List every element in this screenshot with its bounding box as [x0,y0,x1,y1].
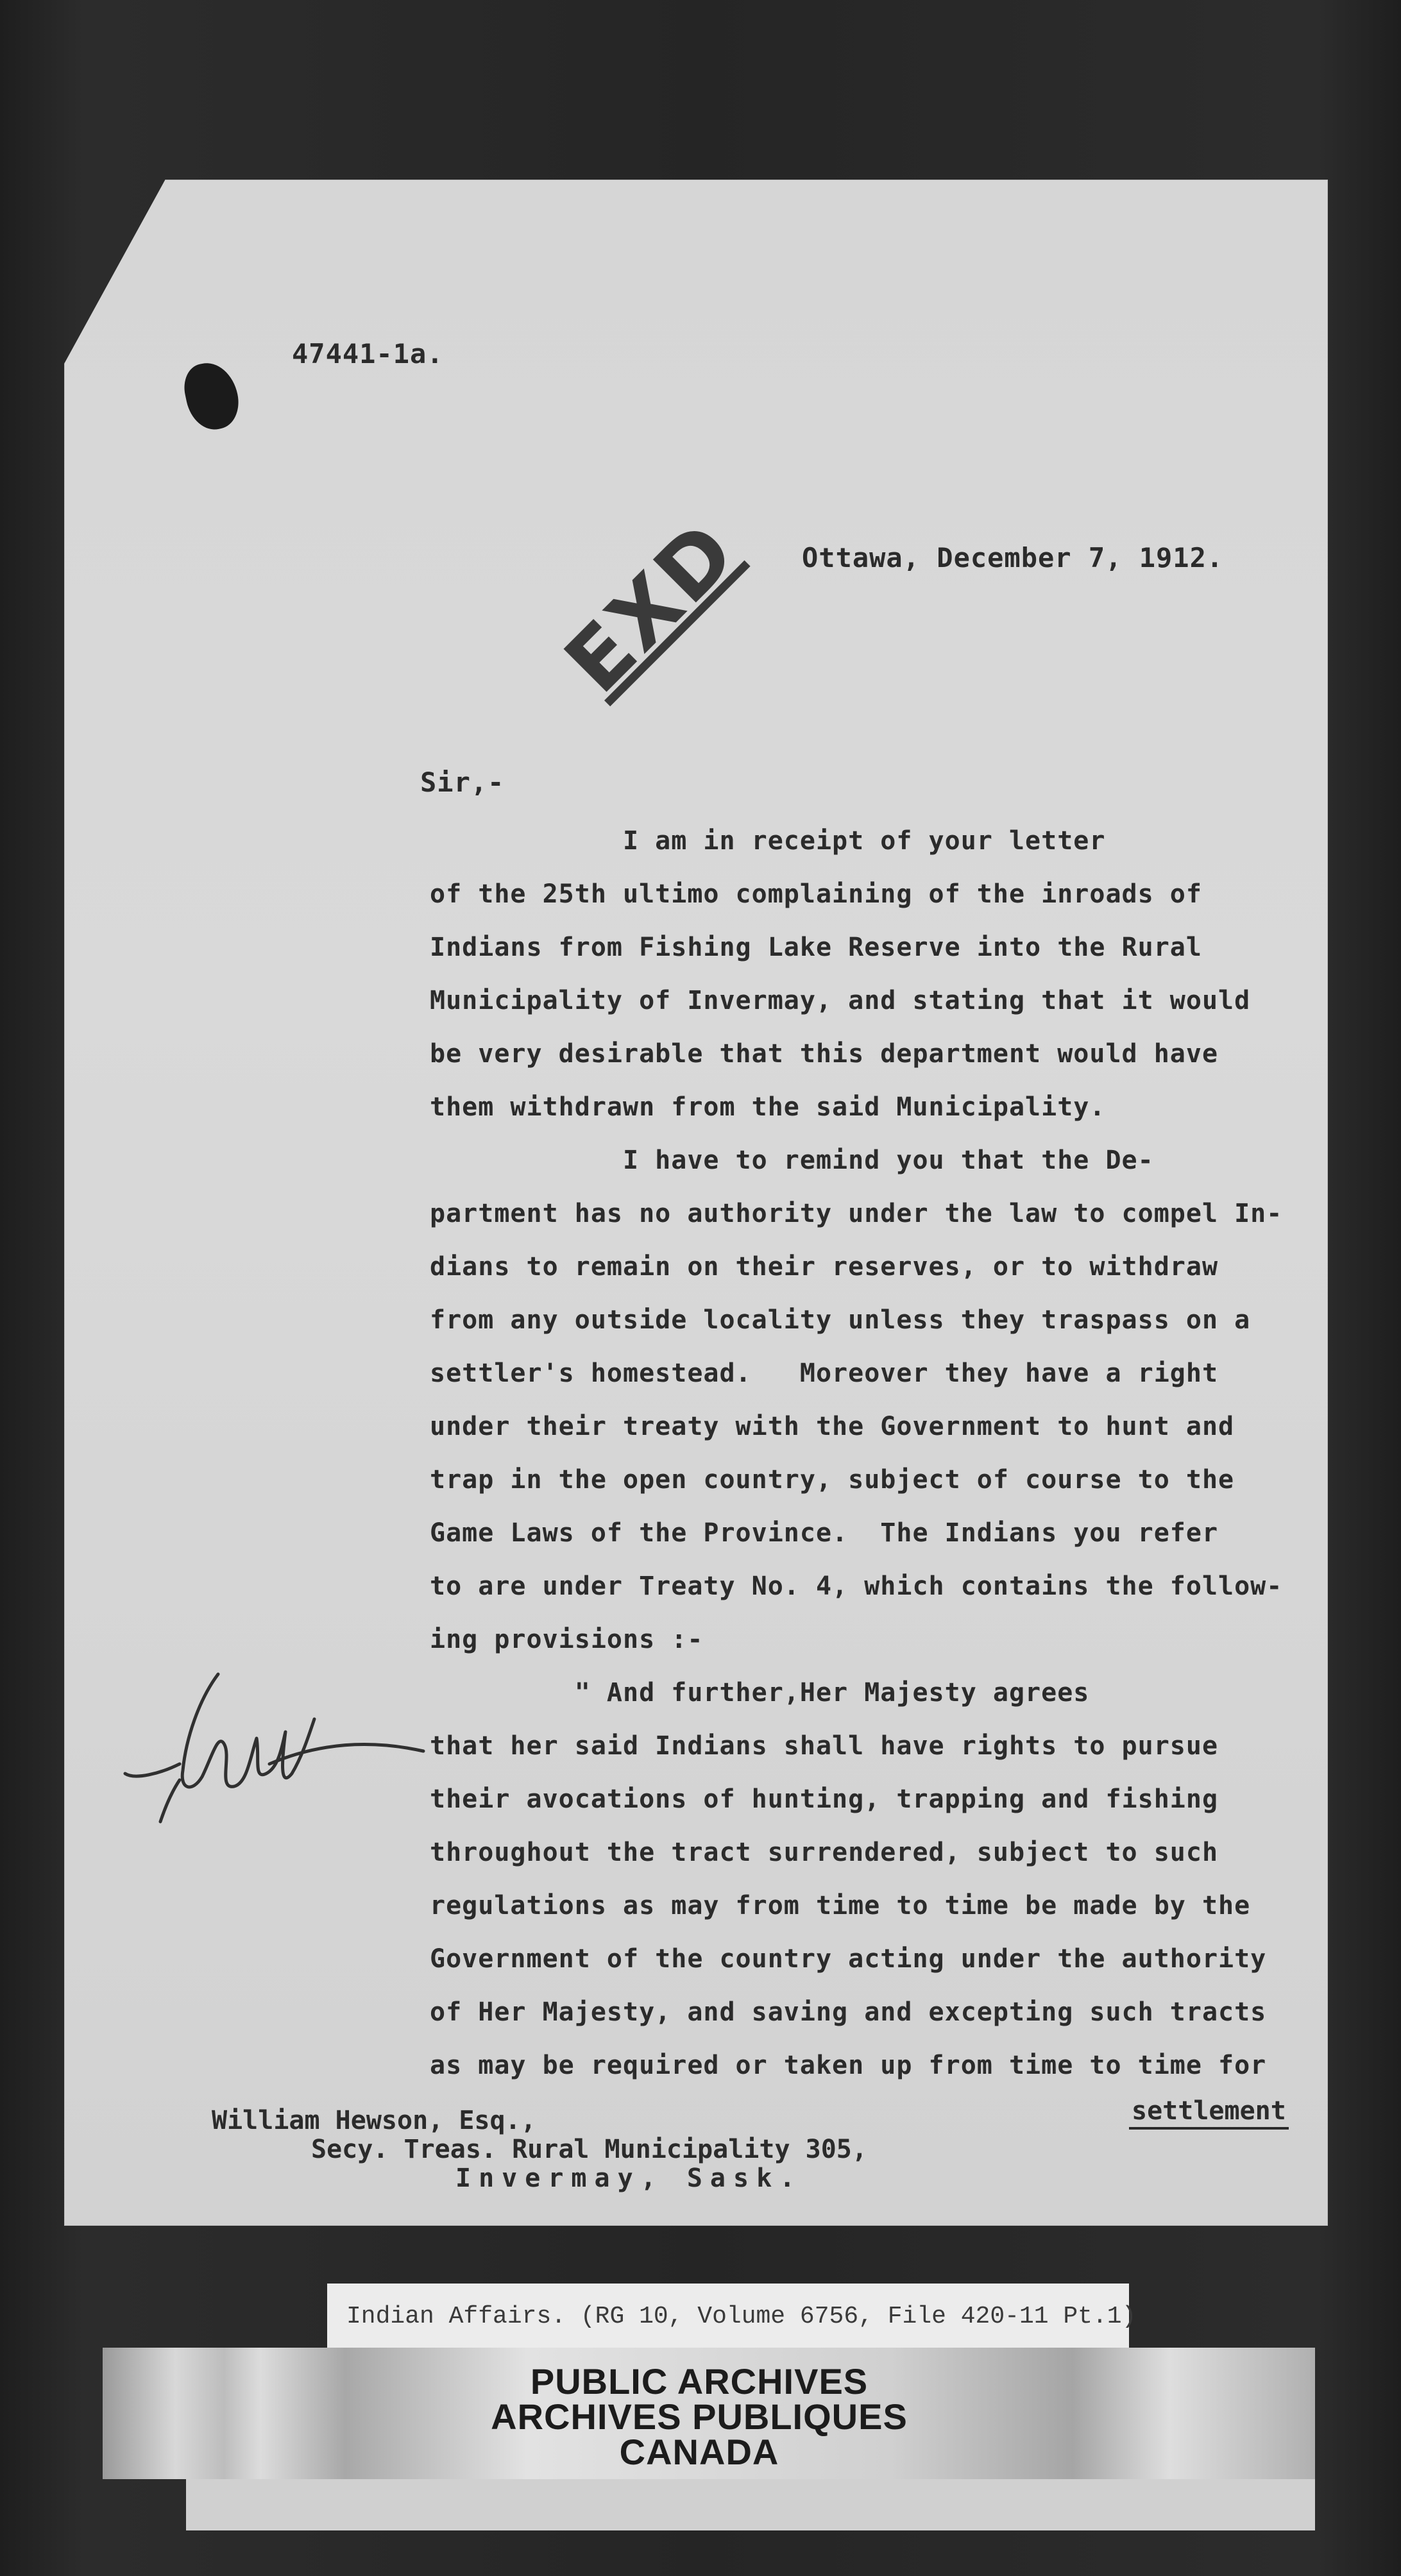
addressee-name: William Hewson, Esq., [212,2106,536,2135]
dateline: Ottawa, December 7, 1912. [802,542,1224,573]
archive-strip-lower [186,2479,1315,2530]
body-line: Indians from Fishing Lake Reserve into the Rural [430,933,1202,962]
salutation: Sir,- [420,767,505,798]
body-line: Municipality of Invermay, and stating that it would [430,986,1251,1015]
handwritten-initials [122,1661,430,1841]
archive-name-fr: ARCHIVES PUBLIQUES [491,2396,908,2437]
addressee-location: Invermay, Sask. [455,2164,803,2193]
body-line: throughout the tract surrendered, subject to such [430,1838,1219,1867]
body-line: their avocations of hunting, trapping and fishing [430,1784,1219,1814]
body-line: of Her Majesty, and saving and excepting such tracts [430,1997,1267,2027]
addressee-title: Secy. Treas. Rural Municipality 305, [311,2135,867,2164]
body-line: I have to remind you that the De- [430,1146,1154,1175]
body-line: to are under Treaty No. 4, which contains the follow- [430,1572,1283,1601]
body-line: be very desirable that this department would have [430,1039,1219,1069]
archive-name-en: PUBLIC ARCHIVES [530,2361,869,2402]
continuation-word: settlement [1129,2096,1289,2130]
body-line: ing provisions :- [430,1625,704,1654]
body-line: regulations as may from time to time be made by the [430,1891,1251,1920]
body-line: dians to remain on their reserves, or to withdraw [430,1252,1219,1282]
file-number: 47441-1a. [292,338,444,369]
body-line: as may be required or taken up from time to time for [430,2051,1267,2080]
body-line: " And further,Her Majesty agrees [430,1678,1090,1707]
exd-stamp: EXD [546,502,756,711]
body-line: settler's homestead. Moreover they have a right [430,1359,1219,1388]
body-line: that her said Indians shall have rights to pursue [430,1731,1219,1761]
body-line: Game Laws of the Province. The Indians you refer [430,1518,1219,1548]
archive-country: CANADA [619,2432,779,2472]
body-line: from any outside locality unless they traspass on a [430,1305,1251,1335]
body-line: them withdrawn from the said Municipality. [430,1092,1106,1122]
body-line: partment has no authority under the law to compel In- [430,1199,1283,1228]
body-line: under their treaty with the Government to hunt and [430,1412,1235,1441]
body-line: trap in the open country, subject of course to the [430,1465,1235,1495]
body-line: of the 25th ultimo complaining of the inroads of [430,879,1202,909]
archive-citation: Indian Affairs. (RG 10, Volume 6756, File 420-11 Pt.1) [346,2303,1137,2330]
body-line: Government of the country acting under the authority [430,1944,1267,1974]
body-line: I am in receipt of your letter [430,826,1106,856]
